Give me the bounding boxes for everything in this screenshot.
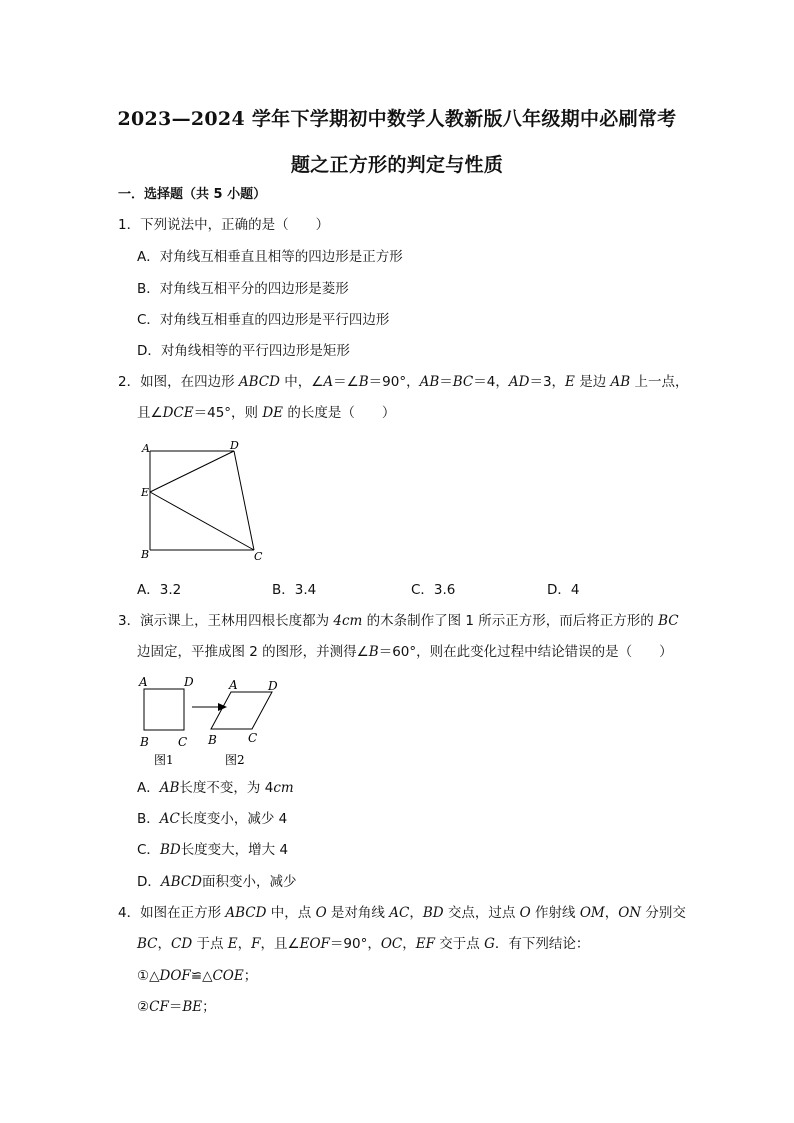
q4-text: ， — [157, 936, 172, 952]
q3-fig1-label-a: A — [139, 675, 148, 689]
q2-text: ＝90°， — [368, 374, 420, 390]
q2-var: E — [565, 374, 575, 390]
q2-segment-ed — [150, 451, 234, 492]
question-3-line-2 — [137, 642, 673, 662]
q3-text: 演示课上，王林用四根长度都为 — [140, 613, 334, 629]
question-3-line-1 — [118, 611, 679, 631]
q3-fig2-caption: 图2 — [225, 753, 245, 767]
q3-fig1-label-b: B — [140, 735, 149, 749]
q3-fig1-square — [144, 689, 184, 730]
q2-label-b: B — [141, 548, 150, 561]
q2-text: 是边 — [574, 374, 611, 390]
q4-var: ON — [618, 905, 642, 921]
section-heading: 一．选择题（共 5 小题） — [118, 187, 267, 202]
q3-option-b — [137, 809, 287, 829]
q4-var: CF — [149, 999, 169, 1015]
q4-conclusion-1 — [137, 966, 257, 986]
q3-option-d-letter: D． — [137, 874, 161, 890]
q2-label-d: D — [230, 439, 239, 452]
q2-option-c: C．3.6 — [411, 582, 456, 598]
q2-text: ＝∠ — [333, 374, 359, 390]
q2-var: B — [358, 374, 369, 390]
q4-text: ， — [402, 936, 416, 952]
question-2-line-2 — [137, 403, 395, 423]
q4-var: G — [484, 936, 495, 952]
q3-text: ＝60°，则在此变化过程中结论错误的是（ ） — [378, 644, 673, 660]
question-1 — [118, 215, 329, 235]
q4-text: ， — [604, 905, 619, 921]
q2-label-e: E — [141, 486, 150, 499]
q2-label-a: A — [142, 442, 150, 455]
q4-text: 分别交 — [641, 905, 686, 921]
q4-var: EF — [415, 936, 435, 952]
q3-fig2-parallelogram — [211, 692, 272, 729]
q4-var: O — [315, 905, 327, 921]
q3-option-a-letter: A． — [137, 780, 160, 796]
q3-var: ABCD — [160, 874, 202, 890]
q4-text: ＝90°， — [329, 936, 381, 952]
q4-text: ．有下列结论： — [494, 936, 590, 952]
q2-var: DCE — [162, 405, 194, 421]
q2-var: AB — [610, 374, 631, 390]
q3-var: 4cm — [333, 613, 363, 629]
q2-text: 中，∠ — [279, 374, 324, 390]
question-4-line-2 — [137, 934, 589, 954]
q3-fig2-label-a: A — [229, 678, 238, 692]
question-2-line-1 — [118, 372, 688, 392]
q4-var: CD — [171, 936, 193, 952]
question-1-number: 1． — [118, 217, 141, 233]
q1-option-c: C．对角线互相垂直的四边形是平行四边形 — [137, 312, 390, 328]
q2-var: AB — [419, 374, 440, 390]
q4-text: 是对角线 — [326, 905, 390, 921]
q3-var: BD — [159, 842, 181, 858]
q2-text: 的长度是（ ） — [283, 405, 396, 421]
title-line-1: 2023—2024 学年下学期初中数学人教新版八年级期中必刷常考 — [117, 108, 677, 130]
q4-text: ； — [243, 968, 258, 984]
q1-option-d: D．对角线相等的平行四边形是矩形 — [137, 343, 350, 359]
q3-option-a — [137, 778, 294, 798]
q4-var: OM — [579, 905, 605, 921]
q2-text: ＝45°，则 — [193, 405, 263, 421]
q2-var: BC — [452, 374, 474, 390]
question-1-stem: 下列说法中，正确的是（ ） — [140, 217, 330, 233]
q2-label-c: C — [254, 550, 263, 563]
q4-text: 交点，过点 — [443, 905, 520, 921]
question-4-line-1 — [118, 903, 686, 923]
q4-var: BC — [137, 936, 158, 952]
q4-var: COE — [212, 968, 244, 984]
q2-text: 上一点， — [630, 374, 689, 390]
q3-text: 边固定，平推成图 2 的图形，并测得∠ — [137, 644, 369, 660]
q4-var: AC — [389, 905, 410, 921]
q4-var: BD — [422, 905, 444, 921]
q3-var: BC — [658, 613, 679, 629]
arrow-right-icon — [218, 703, 227, 711]
q3-option-d — [137, 872, 296, 892]
q3-var: AB — [159, 780, 180, 796]
q3-text: 长度不变，为 4 — [179, 780, 274, 796]
q2-var: A — [323, 374, 334, 390]
q4-text: ＝ — [168, 999, 183, 1015]
q2-text: 且∠ — [137, 405, 163, 421]
q2-segment-ec — [150, 492, 254, 550]
q4-text: ， — [409, 905, 423, 921]
q1-option-a: A．对角线互相垂直且相等的四边形是正方形 — [137, 249, 403, 265]
question-3-number: 3． — [118, 613, 141, 629]
q4-text: 作射线 — [530, 905, 580, 921]
q1-option-b: B．对角线互相平分的四边形是菱形 — [137, 281, 349, 297]
title-line-2: 题之正方形的判定与性质 — [290, 154, 504, 176]
circled-two-icon: ② — [137, 999, 150, 1015]
q4-var: F — [251, 936, 261, 952]
q3-text: 的木条制作了图 1 所示正方形，而后将正方形的 — [362, 613, 659, 629]
q3-text: 长度变大，增大 4 — [180, 842, 289, 858]
q4-text: ≌△ — [190, 968, 213, 984]
q4-var: BE — [182, 999, 203, 1015]
q4-var: EOF — [299, 936, 330, 952]
q3-figure — [134, 672, 284, 770]
q2-text: ＝3， — [529, 374, 566, 390]
q4-text: ； — [202, 999, 216, 1015]
q3-fig1-label-c: C — [178, 735, 188, 749]
q2-var: AD — [508, 374, 530, 390]
q2-text: 如图，在四边形 — [140, 374, 239, 390]
q2-text: ＝4， — [473, 374, 509, 390]
q4-text: 交于点 — [434, 936, 485, 952]
q3-fig2-label-b: B — [208, 733, 217, 747]
q3-option-b-letter: B． — [137, 811, 160, 827]
q4-text: 于点 — [192, 936, 228, 952]
q4-text: △ — [149, 968, 160, 984]
q3-text: 长度变小，减少 4 — [179, 811, 288, 827]
q3-fig1-label-d: D — [184, 675, 194, 689]
q3-option-c — [137, 840, 288, 860]
q4-text: 中，点 — [266, 905, 316, 921]
q3-fig2-label-c: C — [248, 731, 258, 745]
q4-var: E — [227, 936, 238, 952]
q3-var: AC — [159, 811, 180, 827]
q4-text: ，且∠ — [260, 936, 300, 952]
circled-one-icon: ① — [137, 968, 150, 984]
q3-option-c-letter: C． — [137, 842, 160, 858]
q3-var: B — [368, 644, 379, 660]
q2-option-b: B．3.4 — [272, 582, 317, 598]
q4-conclusion-2 — [137, 997, 216, 1017]
q4-var: OC — [380, 936, 403, 952]
q2-side-dc — [234, 451, 254, 550]
q4-var: O — [519, 905, 531, 921]
q3-fig1-caption: 图1 — [154, 753, 174, 767]
q2-figure — [138, 436, 268, 566]
q2-option-d: D．4 — [547, 582, 580, 598]
q3-var: cm — [273, 780, 294, 796]
q2-option-a: A．3.2 — [137, 582, 182, 598]
q3-fig2-label-d: D — [268, 679, 278, 693]
q4-text: 如图在正方形 — [140, 905, 226, 921]
q2-var: DE — [262, 405, 284, 421]
question-4-number: 4． — [118, 905, 141, 921]
q4-text: ， — [237, 936, 252, 952]
q4-var: ABCD — [225, 905, 267, 921]
q3-text: 面积变小，减少 — [201, 874, 297, 890]
question-2-number: 2． — [118, 374, 141, 390]
q2-var: ABCD — [238, 374, 280, 390]
q4-var: DOF — [159, 968, 191, 984]
q2-text: ＝ — [439, 374, 453, 390]
